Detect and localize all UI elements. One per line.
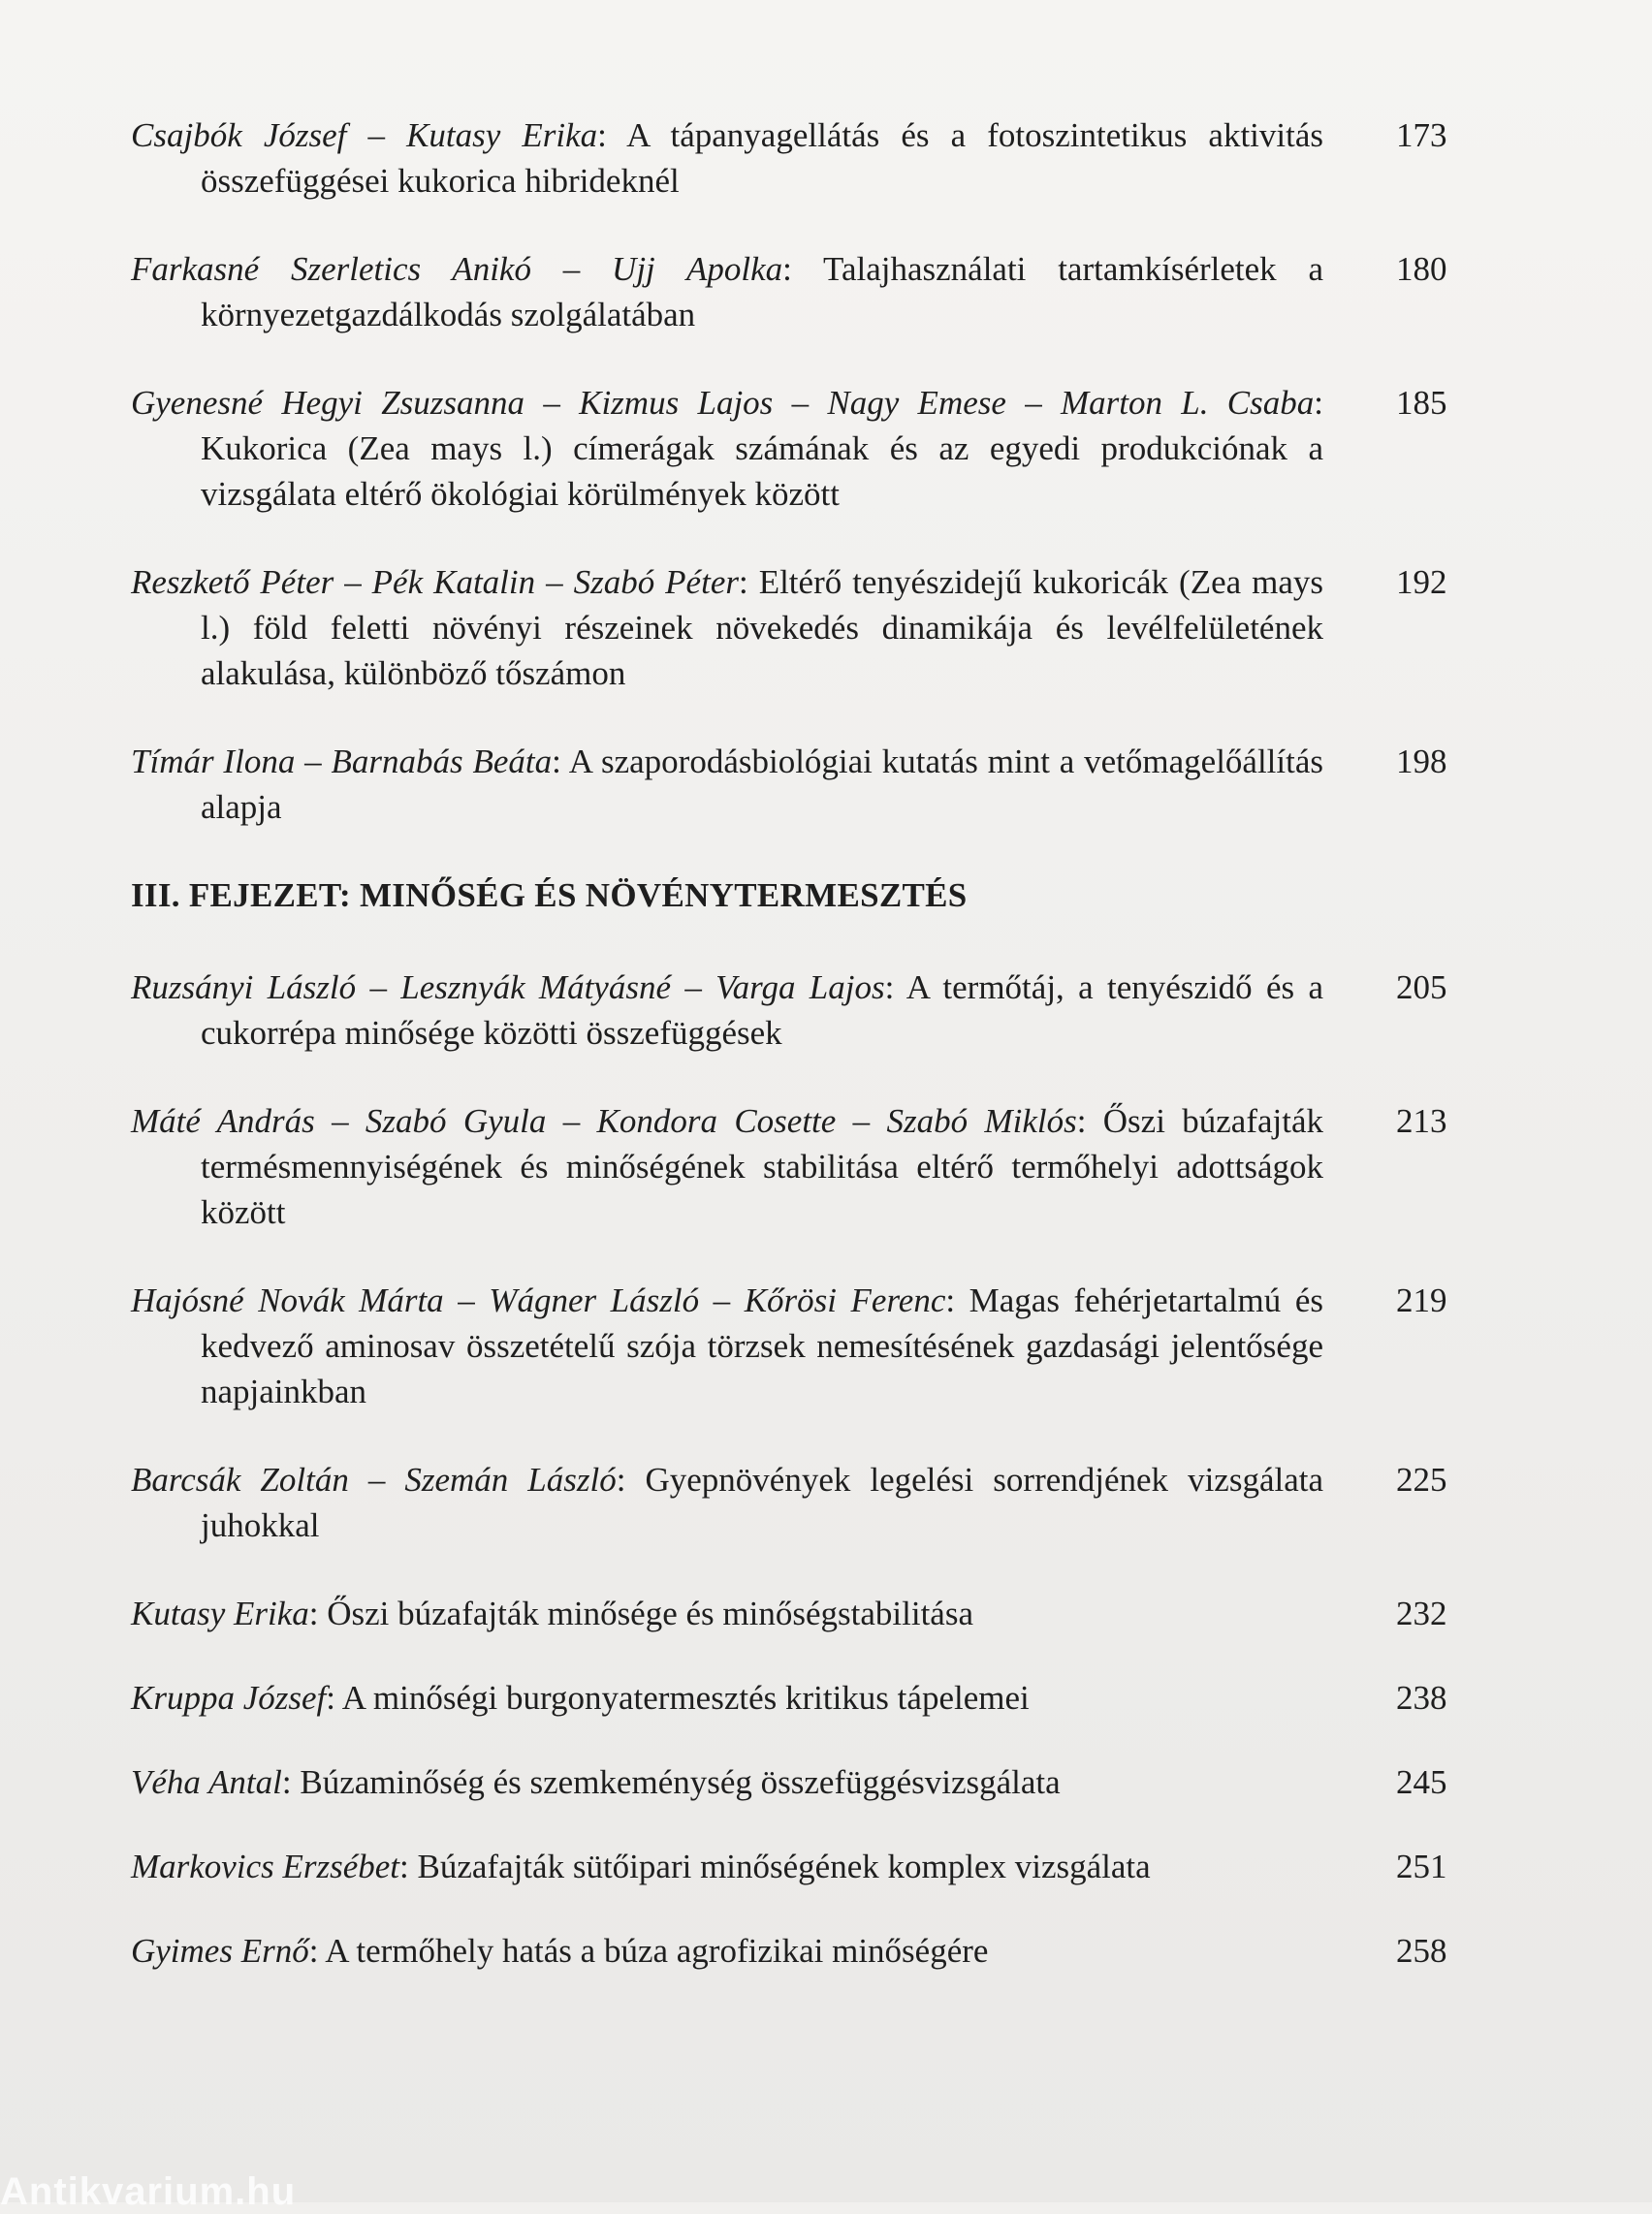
entry-page-number: 180 [1396,250,1447,288]
toc-entry: Farkasné Szerletics Anikó – Ujj Apolka: Talajhasználati tartamkísérletek a környezetgazdálkodás szolgálatában 180 [131,246,1323,337]
entry-authors: Gyimes Ernő [131,1932,309,1970]
toc-entry: Tímár Ilona – Barnabás Beáta: A szaporodásbiológiai kutatás mint a vetőmagelőállítás alapja 198 [131,739,1323,830]
entry-authors: Kutasy Erika [131,1595,309,1632]
toc-entry: Kutasy Erika: Őszi búzafajták minősége és minőségstabilitása 232 [131,1591,1323,1636]
entry-page-number: 245 [1396,1763,1447,1801]
toc-entry: Kruppa József: A minőségi burgonyatermesztés kritikus tápelemei 238 [131,1675,1323,1721]
entry-authors: Farkasné Szerletics Anikó – Ujj Apolka [131,250,783,288]
entry-page-number: 213 [1396,1102,1447,1140]
entry-title: Kukorica (Zea mays l.) címerágak számának és az egyedi produkciónak a vizsgálata eltérő ökológiai körülmények között [201,429,1323,513]
entry-authors: Máté András – Szabó Gyula – Kondora Cosette – Szabó Miklós [131,1102,1077,1140]
entry-authors: Tímár Ilona – Barnabás Beáta [131,743,553,780]
entry-authors: Ruzsányi László – Lesznyák Mátyásné – Varga Lajos [131,968,885,1006]
entry-title: Őszi búzafajták termésmennyiségének és minőségének stabilitása eltérő termőhelyi adottságok között [201,1102,1323,1231]
entry-page-number: 219 [1396,1281,1447,1319]
toc-entry: Reszkető Péter – Pék Katalin – Szabó Péter: Eltérő tenyészidejű kukoricák (Zea mays l.) föld feletti növényi részeinek növekedés dinamikája és levélfelületének alakulása, különböző tőszámon 192 [131,559,1323,696]
entry-page-number: 173 [1396,116,1447,154]
entry-title: Talajhasználati tartamkísérletek a környezetgazdálkodás szolgálatában [201,250,1323,333]
entry-authors: Csajbók József – Kutasy Erika [131,116,598,154]
toc-entry: Máté András – Szabó Gyula – Kondora Cosette – Szabó Miklós: Őszi búzafajták termésmennyiségének és minőségének stabilitása eltérő termőhelyi adottságok között 213 [131,1098,1323,1235]
entry-page-number: 192 [1396,563,1447,601]
entry-page-number: 238 [1396,1679,1447,1717]
toc-entry: Gyenesné Hegyi Zsuzsanna – Kizmus Lajos – Nagy Emese – Marton L. Csaba: Kukorica (Zea mays l.) címerágak számának és az egyedi produkciónak a vizsgálata eltérő ökológiai körülmények között 185 [131,380,1323,517]
chapter-heading: III. FEJEZET: MINŐSÉG ÉS NÖVÉNYTERMESZTÉS [131,876,968,914]
entry-authors: Kruppa József [131,1679,327,1717]
entry-page-number: 225 [1396,1461,1447,1499]
entry-title: Búzaminőség és szemkeménység összefüggésvizsgálata [300,1763,1061,1801]
entry-title: A termőtáj, a tenyészidő és a cukorrépa minősége közötti összefüggések [201,968,1323,1052]
toc-entry: Gyimes Ernő: A termőhely hatás a búza agrofizikai minőségére 258 [131,1928,1323,1974]
entry-authors: Barcsák Zoltán – Szemán László [131,1461,617,1499]
entry-authors: Reszkető Péter – Pék Katalin – Szabó Péter [131,563,739,601]
entry-title: A termőhely hatás a búza agrofizikai minőségére [325,1932,989,1970]
toc-entry: Ruzsányi László – Lesznyák Mátyásné – Varga Lajos: A termőtáj, a tenyészidő és a cukorrépa minősége közötti összefüggések 205 [131,965,1323,1056]
toc-entry: Markovics Erzsébet: Búzafajták sütőipari minőségének komplex vizsgálata 251 [131,1844,1323,1889]
entry-page-number: 232 [1396,1595,1447,1632]
entry-page-number: 205 [1396,968,1447,1006]
entry-title: A szaporodásbiológiai kutatás mint a vetőmagelőállítás alapja [201,743,1324,826]
toc-entry: Hajósné Novák Márta – Wágner László – Kőrösi Ferenc: Magas fehérjetartalmú és kedvező aminosav összetételű szója törzsek nemesítésének gazdasági jelentősége napjainkban 219 [131,1278,1323,1414]
entry-authors: Hajósné Novák Márta – Wágner László – Kőrösi Ferenc [131,1281,946,1319]
entry-title: Őszi búzafajták minősége és minőségstabilitása [327,1595,973,1632]
entry-title: A minőségi burgonyatermesztés kritikus tápelemei [341,1679,1030,1717]
entry-authors: Gyenesné Hegyi Zsuzsanna – Kizmus Lajos – Nagy Emese – Marton L. Csaba [131,384,1315,422]
entry-title: Búzafajták sütőipari minőségének komplex vizsgálata [417,1848,1151,1885]
toc-entry: Barcsák Zoltán – Szemán László: Gyepnövények legelési sorrendjének vizsgálata juhokkal 225 [131,1457,1323,1548]
entry-title: A tápanyagellátás és a fotoszintetikus aktivitás összefüggései kukorica hibrideknél [201,116,1324,200]
watermark: Antikvarium.hu [0,2170,297,2213]
entry-page-number: 185 [1396,384,1447,422]
toc-entry: Csajbók József – Kutasy Erika: A tápanyagellátás és a fotoszintetikus aktivitás összefüggései kukorica hibrideknél 173 [131,112,1323,204]
entry-authors: Markovics Erzsébet [131,1848,400,1885]
entry-page-number: 198 [1396,743,1447,780]
entry-title: Eltérő tenyészidejű kukoricák (Zea mays l.) föld feletti növényi részeinek növekedés dinamikája és levélfelületének alakulása, különböző tőszámon [201,563,1324,692]
table-of-contents [131,112,1488,2012]
entry-title: Gyepnövények legelési sorrendjének vizsgálata juhokkal [201,1461,1323,1544]
entry-page-number: 258 [1396,1932,1447,1970]
entry-title: Magas fehérjetartalmú és kedvező aminosav összetételű szója törzsek nemesítésének gazdasági jelentősége napjainkban [201,1281,1323,1410]
entry-page-number: 251 [1396,1848,1447,1885]
toc-entry: Véha Antal: Búzaminőség és szemkeménység összefüggésvizsgálata 245 [131,1759,1323,1805]
entry-authors: Véha Antal [131,1763,282,1801]
